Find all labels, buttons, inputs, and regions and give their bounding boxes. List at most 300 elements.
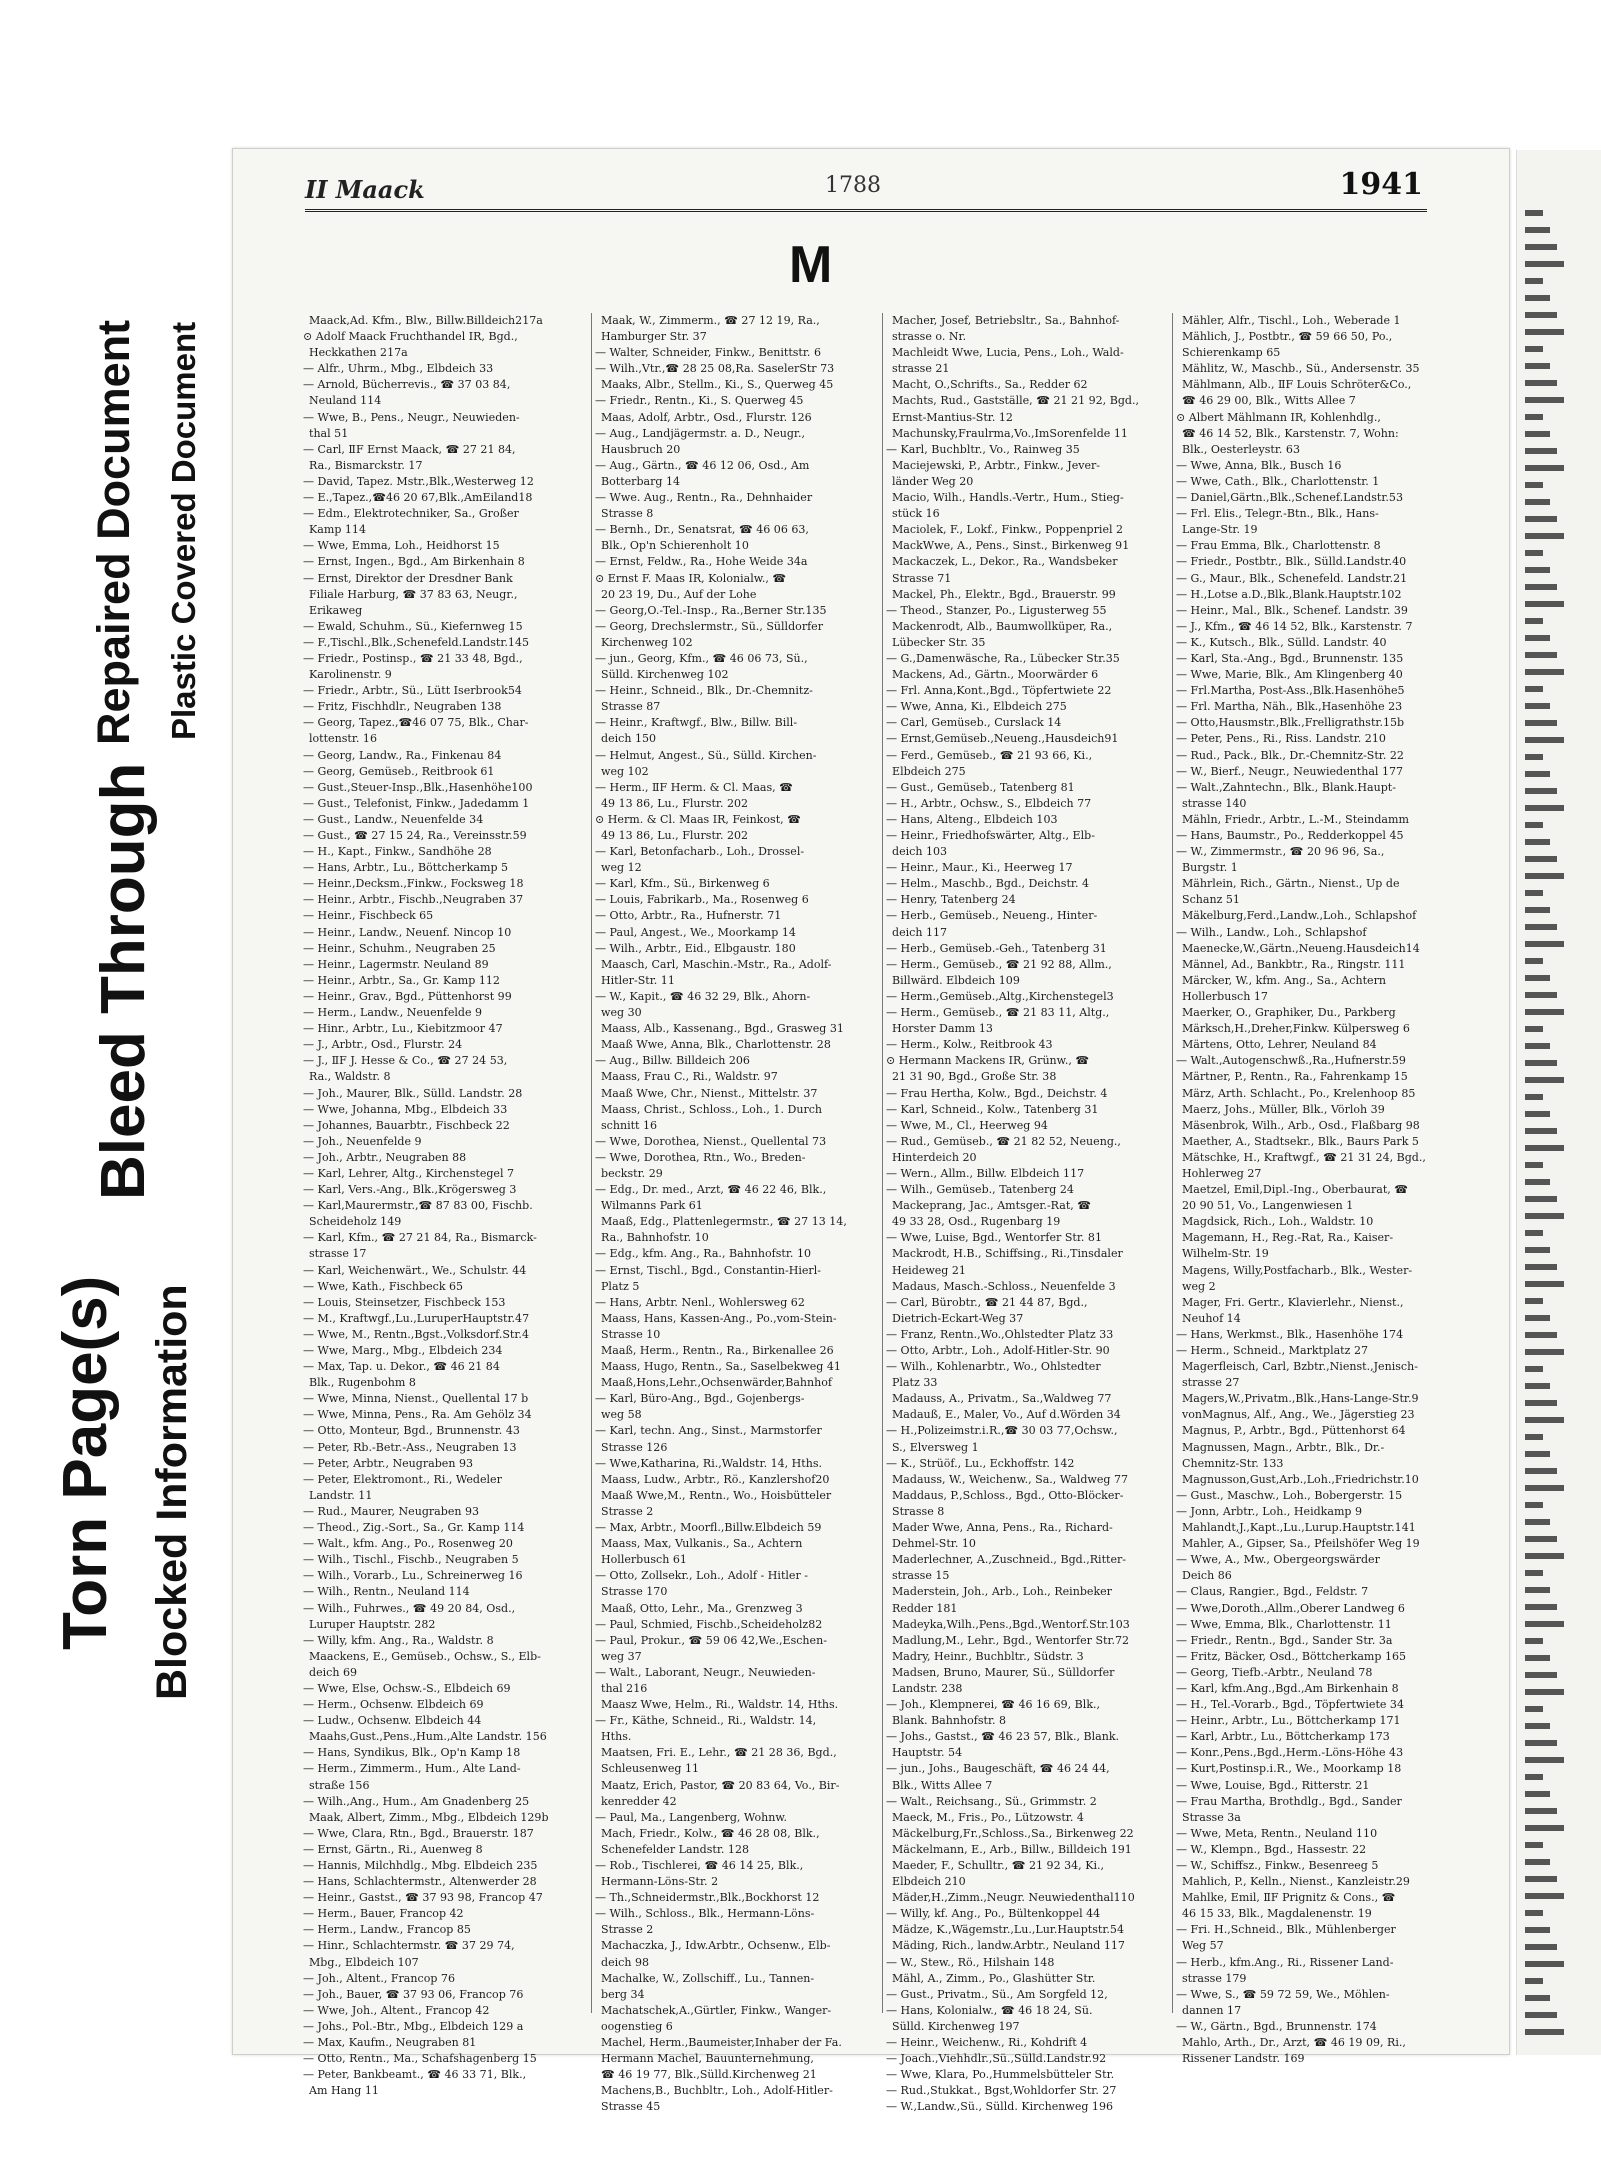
directory-entry-line: — Wilh., Vorarb., Lu., Schreinerweg 16 (303, 1569, 523, 1583)
adjacent-text-fragment (1525, 1995, 1550, 2001)
adjacent-text-fragment (1525, 210, 1543, 216)
directory-entry-line: ⊙ Herm. & Cl. Maas IR, Feinkost, ☎ (595, 812, 801, 826)
directory-entry-line: — Otto, Rentn., Ma., Schafshagenberg 15 (303, 2052, 537, 2066)
directory-entry-line: — Paul, Prokur., ☎ 59 06 42,We.,Eschen- (595, 1633, 827, 1647)
directory-entry-line: — Ernst, Feldw., Ra., Hohe Weide 34a (595, 555, 808, 569)
directory-entry-line: — Gust., Privatm., Sü., Am Sorgfeld 12, (886, 1987, 1108, 2001)
directory-entry-line: — Carl, Bürobtr., ☎ 21 44 87, Bgd., (886, 1295, 1088, 1309)
directory-entry-line: 20 90 51, Vo., Langenwiesen 1 (1182, 1199, 1354, 1213)
directory-entry-line: — Frl. Martha, Näh., Blk.,Hasenhöhe 23 (1176, 700, 1403, 714)
directory-entry-line: — Joh., Maurer, Blk., Sülld. Landstr. 28 (303, 1086, 523, 1100)
directory-entry-line: — Louis, Steinsetzer, Fischbeck 153 (303, 1295, 506, 1309)
directory-entry-line: — Peter, Bankbeamt., ☎ 46 33 71, Blk., (303, 2068, 527, 2082)
directory-entry-line: — Heinr., Schneid., Blk., Dr.-Chemnitz- (595, 684, 813, 698)
directory-entry-line: Strasse 170 (601, 1585, 668, 1599)
directory-entry-line: Machts, Rud., Gastställe, ☎ 21 21 92, Bgd., (892, 394, 1139, 408)
directory-entry-line: Maackens, E., Gemüseb., Ochsw., S., Elb- (309, 1649, 541, 1663)
directory-entry-line: Strasse 45 (601, 2100, 661, 2114)
directory-entry-line: Karolinenstr. 9 (309, 668, 392, 682)
directory-entry-line: Schierenkamp 65 (1182, 346, 1281, 360)
directory-entry-line: — Max, Tap. u. Dekor., ☎ 46 21 84 (303, 1360, 500, 1374)
directory-entry-line: — Wilh., Rentn., Neuland 114 (303, 1585, 470, 1599)
directory-entry-line: — Heinr., Arbtr., Lu., Böttcherkamp 171 (1176, 1714, 1401, 1728)
directory-entry-line: — Fritz, Bäcker, Osd., Böttcherkamp 165 (1176, 1649, 1407, 1663)
directory-entry-line: Maaß, Otto, Lehr., Ma., Grenzweg 3 (601, 1601, 803, 1615)
directory-entry-line: — Johs., Gastst., ☎ 46 23 57, Blk., Blank. (886, 1730, 1120, 1744)
adjacent-text-fragment (1525, 1876, 1557, 1882)
adjacent-text-fragment (1525, 380, 1557, 386)
directory-entry-line: — Karl, Buchbltr., Vo., Rainweg 35 (886, 442, 1080, 456)
directory-entry-line: Botterbarg 14 (601, 474, 681, 488)
directory-entry-line: — Wilh., Arbtr., Eid., Elbgaustr. 180 (595, 941, 796, 955)
directory-entry-line: — Th.,Schneidermstr.,Blk.,Bockhorst 12 (595, 1891, 820, 1905)
directory-entry-line: — Helmut, Angest., Sü., Sülld. Kirchen- (595, 748, 817, 762)
directory-entry-line: ⊙ Albert Mählmann IR, Kohlenhdlg., (1176, 410, 1381, 424)
directory-entry-line: Madauß, E., Maler, Vo., Auf d.Wörden 34 (892, 1408, 1121, 1422)
adjacent-text-fragment (1525, 788, 1557, 794)
adjacent-text-fragment (1525, 414, 1543, 420)
directory-entry-line: ☎ 46 19 77, Blk.,Sülld.Kirchenweg 21 (601, 2068, 817, 2082)
directory-entry-line: Blank. Bahnhofstr. 8 (892, 1714, 1007, 1728)
directory-entry-line: — Wwe, Clara, Rtn., Bgd., Brauerstr. 187 (303, 1826, 534, 1840)
directory-entry-line: Macio, Wilh., Handls.-Vertr., Hum., Stieg- (892, 491, 1124, 505)
directory-entry-line: Blk., Oesterleystr. 63 (1182, 442, 1300, 456)
directory-entry-line: Mäder,H.,Zimm.,Neugr. Neuwiedenthal110 (892, 1891, 1135, 1905)
directory-entry-line: — Wwe, Dorothea, Rtn., Wo., Breden- (595, 1150, 806, 1164)
adjacent-text-fragment (1525, 1689, 1564, 1695)
directory-entry-line: Machens,B., Buchbltr., Loh., Adolf-Hitler- (601, 2084, 833, 2098)
directory-entry-line: — Frau Martha, Brothdlg., Bgd., Sander (1176, 1794, 1402, 1808)
directory-entry-line: Blk., Op'n Schierenholt 10 (601, 539, 749, 553)
directory-entry-line: — Heinr., Mal., Blk., Schenef. Landstr. 39 (1176, 603, 1408, 617)
directory-entry-line: — Gust.,Steuer-Insp.,Blk.,Hasenhöhe100 (303, 780, 533, 794)
directory-entry-line: — Georg, Landw., Ra., Finkenau 84 (303, 748, 502, 762)
directory-entry-line: Horster Damm 13 (892, 1022, 993, 1036)
directory-entry-line: Schanz 51 (1182, 893, 1240, 907)
directory-entry-line: — Walt., Laborant, Neugr., Neuwieden- (595, 1665, 816, 1679)
directory-entry-line: — Hans, Kolonialw., ☎ 46 18 24, Sü. (886, 2003, 1093, 2017)
directory-entry-line: — Carl, ⅡF Ernst Maack, ☎ 27 21 84, (303, 442, 516, 456)
directory-entry-line: Landstr. 11 (309, 1488, 373, 1502)
directory-entry-line: — Karl, Arbtr., Lu., Böttcherkamp 173 (1176, 1730, 1390, 1744)
adjacent-text-fragment (1525, 1944, 1557, 1950)
directory-entry-line: Maasch, Carl, Maschin.-Mstr., Ra., Adolf- (601, 957, 832, 971)
directory-entry-line: — M., Kraftwgf.,Lu.,LuruperHauptstr.47 (303, 1311, 530, 1325)
directory-column-2 (595, 313, 885, 2114)
directory-entry-line: Strasse 10 (601, 1327, 661, 1341)
directory-entry-line: Mäkelburg,Ferd.,Landw.,Loh., Schlapshof (1182, 909, 1417, 923)
directory-entry-line: Mackel, Ph., Elektr., Bgd., Brauerstr. 99 (892, 587, 1116, 601)
directory-entry-line: weg 37 (601, 1649, 642, 1663)
directory-entry-line: — Henry, Tatenberg 24 (886, 893, 1016, 907)
directory-entry-line: — Carl, Gemüseb., Curslack 14 (886, 716, 1062, 730)
directory-entry-line: — Heinr., Gastst., ☎ 37 93 98, Francop 47 (303, 1891, 543, 1905)
directory-entry-line: — H., Arbtr., Ochsw., S., Elbdeich 77 (886, 796, 1092, 810)
directory-entry-line: Platz 5 (601, 1279, 640, 1293)
adjacent-text-fragment (1525, 1332, 1557, 1338)
adjacent-text-fragment (1525, 1247, 1550, 1253)
directory-entry-line: Mäckelmann, E., Arb., Billw., Billdeich 191 (892, 1842, 1132, 1856)
directory-entry-line: — Karl, Weichenwärt., We., Schulstr. 44 (303, 1263, 527, 1277)
directory-entry-line: Erikaweg (309, 603, 363, 617)
directory-entry-line: 49 13 86, Lu., Flurstr. 202 (601, 829, 749, 842)
adjacent-text-fragment (1525, 1060, 1557, 1066)
directory-entry-line: Mbg., Elbdeich 107 (309, 1955, 419, 1969)
directory-entry-line: — Joh., Altent., Francop 76 (303, 1971, 455, 1985)
adjacent-text-fragment (1525, 533, 1564, 539)
directory-entry-line: Magnussen, Magn., Arbtr., Blk., Dr.- (1182, 1440, 1385, 1454)
directory-entry-line: Strasse 126 (601, 1440, 668, 1454)
bleed-through-label: Bleed Through (89, 762, 158, 1200)
directory-entry-line: Neuland 114 (309, 394, 382, 408)
directory-entry-line: — Herm., Landw., Francop 85 (303, 1923, 471, 1937)
directory-entry-line: straße 156 (309, 1778, 370, 1792)
directory-entry-line: Mackaczek, L., Dekor., Ra., Wandsbeker (892, 555, 1118, 569)
directory-entry-line: Hermann Machel, Bauunternehmung, (601, 2052, 814, 2066)
adjacent-text-fragment (1525, 975, 1550, 981)
directory-entry-line: Luruper Hauptstr. 282 (309, 1617, 436, 1631)
directory-entry-line: Maass, Christ., Schloss., Loh., 1. Durch (601, 1102, 823, 1116)
adjacent-text-fragment (1525, 1740, 1557, 1746)
directory-entry-line: — Herm., Gemüseb., ☎ 21 92 88, Allm., (886, 957, 1112, 971)
adjacent-text-fragment (1525, 295, 1550, 301)
directory-entry-line: Hauptstr. 54 (892, 1746, 963, 1760)
adjacent-text-fragment (1525, 635, 1550, 641)
adjacent-text-fragment (1525, 244, 1557, 250)
directory-entry-line: — Johannes, Bauarbtr., Fischbeck 22 (303, 1118, 510, 1132)
directory-entry-line: — Wwe, A., Mw., Obergeorgswärder (1176, 1553, 1380, 1567)
section-letter: M (789, 236, 833, 294)
directory-entry-line: — Heinr., Arbtr., Sa., Gr. Kamp 112 (303, 973, 500, 987)
directory-entry-line: Madaus, Masch.-Schloss., Neuenfelde 3 (892, 1279, 1116, 1293)
directory-entry-line: — Gust., Gemüseb., Tatenberg 81 (886, 780, 1075, 794)
adjacent-text-fragment (1525, 1842, 1543, 1848)
directory-entry-line: 21 31 90, Bgd., Große Str. 38 (892, 1070, 1057, 1084)
directory-entry-line: — Walt.,Zahntechn., Blk., Blank.Haupt- (1176, 780, 1396, 794)
directory-entry-line: — Hans, Schlachtermstr., Altenwerder 28 (303, 1875, 537, 1889)
directory-entry-line: — Wwe, Klara, Po.,Hummelsbütteler Str. (886, 2068, 1115, 2082)
directory-entry-line: Machatschek,A.,Gürtler, Finkw., Wanger- (601, 2003, 832, 2017)
directory-entry-line: März, Arth. Schlacht., Po., Krelenhoop 85 (1182, 1086, 1416, 1100)
adjacent-text-fragment (1525, 1111, 1550, 1117)
directory-entry-line: — Herm., Landw., Neuenfelde 9 (303, 1006, 483, 1020)
blocked-information-label: Blocked Information (148, 1284, 196, 1700)
directory-entry-line: — Karl, Lehrer, Altg., Kirchenstegel 7 (303, 1166, 515, 1180)
adjacent-text-fragment (1525, 1315, 1550, 1321)
directory-entry-line: — Herm., Gemüseb., ☎ 21 83 11, Altg., (886, 1006, 1110, 1020)
directory-entry-line: — Ernst, Ingen., Bgd., Am Birkenhain 8 (303, 555, 525, 569)
directory-entry-line: — Paul, Schmied, Fischb.,Scheideholz82 (595, 1617, 823, 1631)
adjacent-text-fragment (1525, 1519, 1550, 1525)
directory-entry-line: 49 33 28, Osd., Rugenbarg 19 (892, 1215, 1061, 1229)
directory-entry-line: Hausbruch 20 (601, 442, 681, 456)
directory-entry-line: Maatsen, Fri. E., Lehr., ☎ 21 28 36, Bgd., (601, 1746, 837, 1760)
directory-entry-line: — Johs., Pol.-Btr., Mbg., Elbdeich 129 a (303, 2019, 524, 2033)
directory-entry-line: — Walt.,Autogenschwß.,Ra.,Hufnerstr.59 (1176, 1054, 1406, 1068)
directory-entry-line: 46 15 33, Blk., Magdalenenstr. 19 (1182, 1907, 1372, 1921)
directory-entry-line: strasse 21 (892, 362, 950, 376)
directory-entry-line: Maass, Hans, Kassen-Ang., Po.,vom-Stein- (601, 1311, 837, 1325)
directory-entry-line: — Rud., Pack., Blk., Dr.-Chemnitz-Str. 22 (1176, 748, 1404, 762)
directory-entry-line: berg 34 (601, 1987, 645, 2001)
adjacent-text-fragment (1525, 822, 1543, 828)
directory-entry-line: Machunsky,Fraulrma,Vo.,ImSorenfelde 11 (892, 426, 1128, 440)
header-page-number: 1788 (825, 173, 881, 198)
directory-entry-line: — Georg,O.-Tel.-Insp., Ra.,Berner Str.135 (595, 603, 827, 617)
directory-entry-line: Hollerbusch 17 (1182, 989, 1268, 1003)
directory-entry-line: — Rud.,Stukkat., Bgst,Wohldorfer Str. 27 (886, 2084, 1117, 2098)
directory-entry-line: Ra., Bahnhofstr. 10 (601, 1231, 709, 1245)
directory-entry-line: — Arnold, Bücherrevis., ☎ 37 03 84, (303, 378, 511, 392)
directory-entry-line: — Wwe, M., Cl., Heerweg 94 (886, 1118, 1048, 1132)
directory-entry-line: weg 12 (601, 861, 642, 875)
directory-entry-line: Kamp 114 (309, 523, 366, 537)
directory-entry-line: Madry, Heinr., Buchbltr., Südstr. 3 (892, 1649, 1084, 1663)
directory-entry-line: — Gust., Telefonist, Finkw., Jadedamm 1 (303, 796, 530, 810)
directory-entry-line: weg 102 (601, 764, 649, 778)
directory-entry-line: Neuhof 14 (1182, 1311, 1241, 1325)
directory-entry-line: — Edg., kfm. Ang., Ra., Bahnhofstr. 10 (595, 1247, 812, 1261)
directory-entry-line: — Kurt,Postinsp.i.R., We., Moorkamp 18 (1176, 1762, 1402, 1776)
directory-entry-line: Machaczka, J., Idw.Arbtr., Ochsenw., Elb- (601, 1939, 831, 1953)
directory-entry-line: beckstr. 29 (601, 1166, 663, 1180)
directory-entry-line: — J., Arbtr., Osd., Flurstr. 24 (303, 1038, 463, 1052)
directory-entry-line: Macher, Josef, Betriebsltr., Sa., Bahnhof- (892, 314, 1120, 327)
directory-entry-line: Billwärd. Elbdeich 109 (892, 973, 1020, 987)
directory-entry-line: Maack,Ad. Kfm., Blw., Billw.Billdeich217a (309, 314, 543, 327)
directory-entry-line: — Hannis, Milchhdlg., Mbg. Elbdeich 235 (303, 1859, 538, 1872)
directory-entry-line: Märksch,H.,Dreher,Finkw. Külpersweg 6 (1182, 1022, 1410, 1036)
adjacent-text-fragment (1525, 1978, 1543, 1984)
adjacent-text-fragment (1525, 1485, 1564, 1491)
directory-entry-line: — jun., Johs., Baugeschäft, ☎ 46 24 44, (886, 1762, 1110, 1776)
adjacent-text-fragment (1525, 1366, 1543, 1372)
adjacent-page-edge (1516, 150, 1601, 2055)
directory-entry-line: Sülld. Kirchenweg 102 (601, 668, 729, 682)
directory-entry-line: — Fri. H.,Schneid., Blk., Mühlenberger (1176, 1923, 1396, 1937)
directory-entry-line: Mackens, Ad., Gärtn., Moorwärder 6 (892, 668, 1099, 682)
directory-entry-line: deich 150 (601, 732, 657, 746)
directory-entry-line: — Wilh., Tischl., Fischb., Neugraben 5 (303, 1553, 519, 1567)
directory-entry-line: — Wwe, M., Rentn.,Bgst.,Volksdorf.Str.4 (303, 1327, 529, 1341)
adjacent-text-fragment (1525, 1026, 1543, 1032)
directory-entry-line: Magnus, P., Arbtr., Bgd., Püttenhorst 64 (1182, 1424, 1406, 1438)
directory-entry-line: — Otto, Monteur, Bgd., Brunnenstr. 43 (303, 1424, 520, 1438)
directory-entry-line: — Hinr., Arbtr., Lu., Kiebitzmoor 47 (303, 1022, 503, 1036)
directory-entry-line: — Herm., Schneid., Marktplatz 27 (1176, 1344, 1369, 1357)
directory-entry-line: — Wern., Allm., Billw. Elbdeich 117 (886, 1166, 1085, 1180)
directory-entry-line: — Wwe. Aug., Rentn., Ra., Dehnhaider (595, 491, 813, 505)
adjacent-text-fragment (1525, 686, 1543, 692)
adjacent-text-fragment (1525, 907, 1550, 913)
directory-entry-line: — Wwe, Emma, Blk., Charlottenstr. 11 (1176, 1617, 1392, 1631)
directory-entry-line: Ra., Waldstr. 8 (309, 1070, 391, 1084)
directory-entry-line: — Otto, Arbtr., Loh., Adolf-Hitler-Str. 90 (886, 1344, 1110, 1357)
directory-entry-line: — W., Schiffsz., Finkw., Besenreeg 5 (1176, 1859, 1379, 1872)
directory-entry-line: — Louis, Fabrikarb., Ma., Rosenweg 6 (595, 893, 809, 907)
directory-entry-line: thal 51 (309, 426, 349, 440)
directory-entry-line: ⊙ Ernst F. Maas IR, Kolonialw., ☎ (595, 571, 787, 585)
directory-column-3 (886, 313, 1176, 2114)
directory-entry-line: Märtner, P., Rentn., Ra., Fahrenkamp 15 (1182, 1070, 1408, 1084)
directory-entry-line: Strasse 87 (601, 700, 661, 714)
adjacent-text-fragment (1525, 584, 1557, 590)
directory-entry-line: Mäsenbrok, Wilh., Arb., Osd., Flaßbarg 98 (1182, 1118, 1420, 1132)
directory-entry-line: — G.,Damenwäsche, Ra., Lübecker Str.35 (886, 651, 1120, 665)
directory-entry-line: Maenecke,W.,Gärtn.,Neueng.Hausdeich14 (1182, 941, 1420, 955)
directory-entry-line: — Wwe,Doroth.,Allm.,Oberer Landweg 6 (1176, 1601, 1405, 1615)
directory-entry-line: — Wwe, Louise, Bgd., Ritterstr. 21 (1176, 1778, 1370, 1792)
adjacent-text-fragment (1525, 992, 1557, 998)
adjacent-text-fragment (1525, 669, 1564, 675)
directory-entry-line: Magdsick, Rich., Loh., Waldstr. 10 (1182, 1215, 1374, 1229)
directory-entry-line: — Herm., Kolw., Reitbrook 43 (886, 1038, 1053, 1052)
page-header (305, 161, 1427, 212)
directory-column-1 (303, 313, 593, 2098)
directory-entry-line: Mader Wwe, Anna, Pens., Ra., Richard- (892, 1521, 1113, 1535)
directory-entry-line: Maass, Alb., Kassenang., Bgd., Grasweg 31 (601, 1022, 844, 1036)
directory-entry-line: dannen 17 (1182, 2003, 1242, 2017)
adjacent-text-fragment (1525, 1009, 1564, 1015)
adjacent-text-fragment (1525, 1128, 1557, 1134)
directory-entry-line: — Joh., Arbtr., Neugraben 88 (303, 1150, 467, 1164)
directory-entry-line: — jun., Georg, Kfm., ☎ 46 06 73, Sü., (595, 651, 808, 665)
directory-entry-line: — Frl. Elis., Telegr.-Btn., Blk., Hans- (1176, 507, 1379, 521)
directory-entry-line: Ernst-Mantius-Str. 12 (892, 410, 1013, 424)
adjacent-text-fragment (1525, 499, 1550, 505)
adjacent-text-fragment (1525, 1434, 1543, 1440)
adjacent-text-fragment (1525, 397, 1564, 403)
directory-entry-line: — Max, Kaufm., Neugraben 81 (303, 2036, 477, 2050)
directory-entry-line: — G., Maur., Blk., Schenefeld. Landstr.21 (1176, 571, 1408, 585)
directory-entry-line: Weg 57 (1182, 1939, 1224, 1953)
directory-entry-line: — Franz, Rentn.,Wo.,Ohlstedter Platz 33 (886, 1327, 1114, 1341)
directory-entry-line: strasse 17 (309, 1247, 367, 1261)
directory-entry-line: — Wwe, B., Pens., Neugr., Neuwieden- (303, 410, 520, 424)
directory-entry-line: Schleusenweg 11 (601, 1762, 700, 1776)
plastic-covered-label: Plastic Covered Document (165, 321, 202, 740)
directory-entry-line: — Gust., ☎ 27 15 24, Ra., Vereinsstr.59 (303, 829, 527, 842)
adjacent-text-fragment (1525, 1383, 1550, 1389)
directory-entry-line: — Karl, Büro-Ang., Bgd., Gojenbergs- (595, 1392, 805, 1406)
directory-entry-line: — Aug., Gärtn., ☎ 46 12 06, Osd., Am (595, 458, 810, 472)
directory-entry-line: Wilmanns Park 61 (601, 1199, 703, 1213)
directory-entry-line: Maasz Wwe, Helm., Ri., Waldstr. 14, Hths. (601, 1698, 839, 1712)
adjacent-text-fragment (1525, 1638, 1543, 1644)
directory-entry-line: Maaß Wwe,M., Rentn., Wo., Hoisbütteler (601, 1488, 832, 1502)
directory-entry-line: — David, Tapez. Mstr.,Blk.,Westerweg 12 (303, 474, 534, 488)
directory-entry-line: — Friedr., Rentn., Ki., S. Querweg 45 (595, 394, 804, 408)
directory-entry-line: — Wwe, Minna, Pens., Ra. Am Gehölz 34 (303, 1408, 532, 1422)
directory-entry-line: — Gust., Maschw., Loh., Bobergerstr. 15 (1176, 1488, 1403, 1502)
directory-entry-line: Maeder, F., Schulltr., ☎ 21 92 34, Ki., (892, 1859, 1104, 1872)
directory-entry-line: Madsen, Bruno, Maurer, Sü., Sülldorfer (892, 1665, 1115, 1679)
directory-entry-line: — Peter, Elektromont., Ri., Wedeler (303, 1472, 502, 1486)
directory-entry-line: — Friedr., Postbtr., Blk., Sülld.Landstr.40 (1176, 555, 1407, 569)
directory-entry-line: Mähln, Friedr., Arbtr., L.-M., Steindamm (1182, 812, 1409, 826)
directory-entry-line: — Wwe, Else, Ochsw.-S., Elbdeich 69 (303, 1681, 511, 1695)
directory-entry-line: — Otto, Zollsekr., Loh., Adolf - Hitler - (595, 1569, 808, 1583)
directory-entry-line: Märcker, W., kfm. Ang., Sa., Achtern (1182, 973, 1386, 987)
adjacent-text-fragment (1525, 1570, 1543, 1576)
directory-entry-line: — Georg, Drechslermstr., Sü., Sülldorfer (595, 619, 824, 633)
directory-entry-line: — Karl, Kfm., Sü., Birkenweg 6 (595, 877, 770, 891)
directory-entry-line: Schenefelder Landstr. 128 (601, 1842, 750, 1856)
adjacent-text-fragment (1525, 1077, 1564, 1083)
directory-entry-line: — Aug., Landjägermstr. a. D., Neugr., (595, 426, 806, 440)
directory-entry-line: Maass, Frau C., Ri., Waldstr. 97 (601, 1070, 778, 1084)
directory-entry-line: — Karl, kfm.Ang.,Bgd.,Am Birkenhain 8 (1176, 1681, 1399, 1695)
directory-entry-line: deich 69 (309, 1665, 358, 1679)
header-running-title: II Maack (305, 175, 425, 204)
directory-entry-line: — Gust., Landw., Neuenfelde 34 (303, 812, 484, 826)
directory-entry-line: Mahlke, Emil, ⅡF Prignitz & Cons., ☎ (1182, 1891, 1396, 1905)
directory-entry-line: — Wilh., Kohlenarbtr., Wo., Ohlstedter (886, 1360, 1101, 1374)
directory-entry-line: Magemann, H., Reg.-Rat, Ra., Kaiser- (1182, 1231, 1394, 1245)
directory-entry-line: strasse o. Nr. (892, 330, 967, 344)
directory-entry-line: — Karl, techn. Ang., Sinst., Marmstorfer (595, 1424, 822, 1438)
directory-entry-line: — Wwe, Minna, Nienst., Quellental 17 b (303, 1392, 529, 1406)
directory-entry-line: Hollerbusch 61 (601, 1553, 687, 1567)
torn-pages-label: Torn Page(s) (51, 1275, 120, 1650)
directory-entry-line: Redder 181 (892, 1601, 958, 1615)
directory-entry-line: Maaks, Albr., Stellm., Ki., S., Querweg 45 (601, 378, 834, 392)
directory-entry-line: — W., Kapit., ☎ 46 32 29, Blk., Ahorn- (595, 989, 811, 1003)
directory-entry-line: Magnusson,Gust,Arb.,Loh.,Friedrichstr.10 (1182, 1472, 1419, 1486)
directory-entry-line: — Rud., Gemüseb., ☎ 21 82 52, Neueng., (886, 1134, 1121, 1148)
adjacent-text-fragment (1525, 890, 1543, 896)
directory-entry-line: — Karl, Betonfacharb., Loh., Drossel- (595, 845, 805, 859)
adjacent-text-fragment (1525, 771, 1550, 777)
directory-entry-line: Maciejewski, P., Arbtr., Finkw., Jever- (892, 458, 1101, 472)
adjacent-text-fragment (1525, 312, 1557, 318)
directory-entry-line: — Max, Arbtr., Moorfl.,Billw.Elbdeich 59 (595, 1521, 822, 1535)
directory-entry-line: — Ferd., Gemüseb., ☎ 21 93 66, Ki., (886, 748, 1093, 762)
directory-entry-line: — H.,Lotse a.D.,Blk.,Blank.Hauptstr.102 (1176, 587, 1402, 601)
directory-entry-line: Mählich, J., Postbtr., ☎ 59 66 50, Po., (1182, 330, 1393, 344)
directory-entry-line: — Hans, Syndikus, Blk., Op'n Kamp 18 (303, 1746, 521, 1760)
adjacent-text-fragment (1525, 1179, 1550, 1185)
directory-entry-line: — Joh., Neuenfelde 9 (303, 1134, 422, 1148)
directory-entry-line: kenredder 42 (601, 1794, 677, 1808)
directory-entry-line: — Wilh., Schloss., Blk., Hermann-Löns- (595, 1907, 815, 1921)
directory-entry-line: Mählitz, W., Maschb., Sü., Andersenstr. 35 (1182, 362, 1420, 376)
directory-entry-line: Maass, Max, Vulkanis., Sa., Achtern (601, 1537, 803, 1551)
directory-entry-line: weg 58 (601, 1408, 642, 1422)
directory-entry-line: Mackeprang, Jac., Amtsger.-Rat, ☎ (892, 1199, 1092, 1213)
directory-entry-line: S., Elversweg 1 (892, 1440, 979, 1454)
directory-entry-line: — Georg, Gemüseb., Reitbrook 61 (303, 764, 495, 778)
directory-entry-line: — Karl, Sta.-Ang., Bgd., Brunnenstr. 135 (1176, 651, 1404, 665)
directory-entry-line: — J., Kfm., ☎ 46 14 52, Blk., Karstenstr. 7 (1176, 619, 1413, 633)
directory-entry-line: lottenstr. 16 (309, 732, 377, 746)
directory-entry-line: Maaß, Edg., Plattenlegermstr., ☎ 27 13 14, (601, 1215, 847, 1229)
directory-entry-line: Mätschke, H., Kraftwgf., ☎ 21 31 24, Bgd., (1182, 1150, 1426, 1164)
directory-entry-line: Mager, Fri. Gertr., Klavierlehr., Nienst., (1182, 1295, 1404, 1309)
directory-entry-line: Mahler, A., Gipser, Sa., Pfeilshöfer Weg 19 (1182, 1537, 1420, 1551)
directory-entry-line: — Wwe, Anna, Ki., Elbdeich 275 (886, 700, 1067, 714)
directory-entry-line: Maetzel, Emil,Dipl.-Ing., Oberbaurat, ☎ (1182, 1183, 1409, 1197)
directory-entry-line: Chemnitz-Str. 133 (1182, 1456, 1284, 1470)
adjacent-text-fragment (1525, 278, 1543, 284)
directory-entry-line: — Wilh.,Vtr.,☎ 28 25 08,Ra. SaselerStr 73 (595, 362, 835, 376)
directory-entry-line: Maak, Albert, Zimm., Mbg., Elbdeich 129b (309, 1810, 549, 1824)
directory-entry-line: — Frau Hertha, Kolw., Bgd., Deichstr. 4 (886, 1086, 1108, 1100)
directory-entry-line: Mach, Friedr., Kolw., ☎ 46 28 08, Blk., (601, 1826, 820, 1840)
directory-entry-line: weg 30 (601, 1006, 642, 1020)
directory-entry-line: Strasse 2 (601, 1504, 654, 1518)
adjacent-text-fragment (1525, 465, 1564, 471)
